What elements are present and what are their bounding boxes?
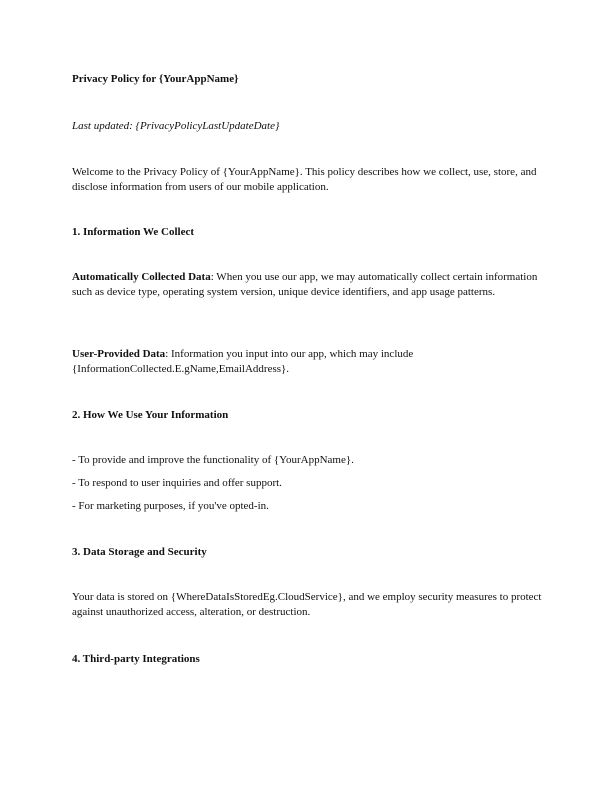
auto-collected-paragraph bbox=[72, 270, 542, 300]
user-provided-paragraph bbox=[72, 347, 542, 377]
auto-collected-label: Automatically Collected Data bbox=[72, 271, 211, 283]
storage-paragraph: Your data is stored on {WhereDataIsStoredEg.CloudService}, and we employ security measures to protect against unauthorized access, alteration, or destruction. bbox=[72, 591, 542, 618]
section-2-heading: 2. How We Use Your Information bbox=[72, 409, 229, 421]
user-provided-label: User-Provided Data bbox=[72, 348, 166, 360]
intro-paragraph: Welcome to the Privacy Policy of {YourAppName}. This policy describes how we collect, use, store, and disclose information from users of our mobile application. bbox=[72, 166, 537, 193]
section-1-heading: 1. Information We Collect bbox=[72, 226, 195, 238]
section-4-heading: 4. Third-party Integrations bbox=[72, 653, 200, 665]
last-updated: Last updated: {PrivacyPolicyLastUpdateDate} bbox=[72, 120, 280, 132]
list-item: - For marketing purposes, if you've opted-in. bbox=[72, 500, 269, 512]
auto-collected-text: : When you use our app, we may automatically collect certain information such as device type, operating system version, unique device identifiers, and app usage patterns. bbox=[72, 271, 538, 298]
list-item: - To respond to user inquiries and offer support. bbox=[72, 477, 282, 489]
user-provided-text: : Information you input into our app, which may include {InformationCollected.E.gName,EmailAddress}. bbox=[72, 348, 414, 375]
list-item: - To provide and improve the functionality of {YourAppName}. bbox=[72, 454, 354, 466]
section-3-heading: 3. Data Storage and Security bbox=[72, 546, 207, 558]
page-title: Privacy Policy for {YourAppName} bbox=[72, 73, 239, 85]
